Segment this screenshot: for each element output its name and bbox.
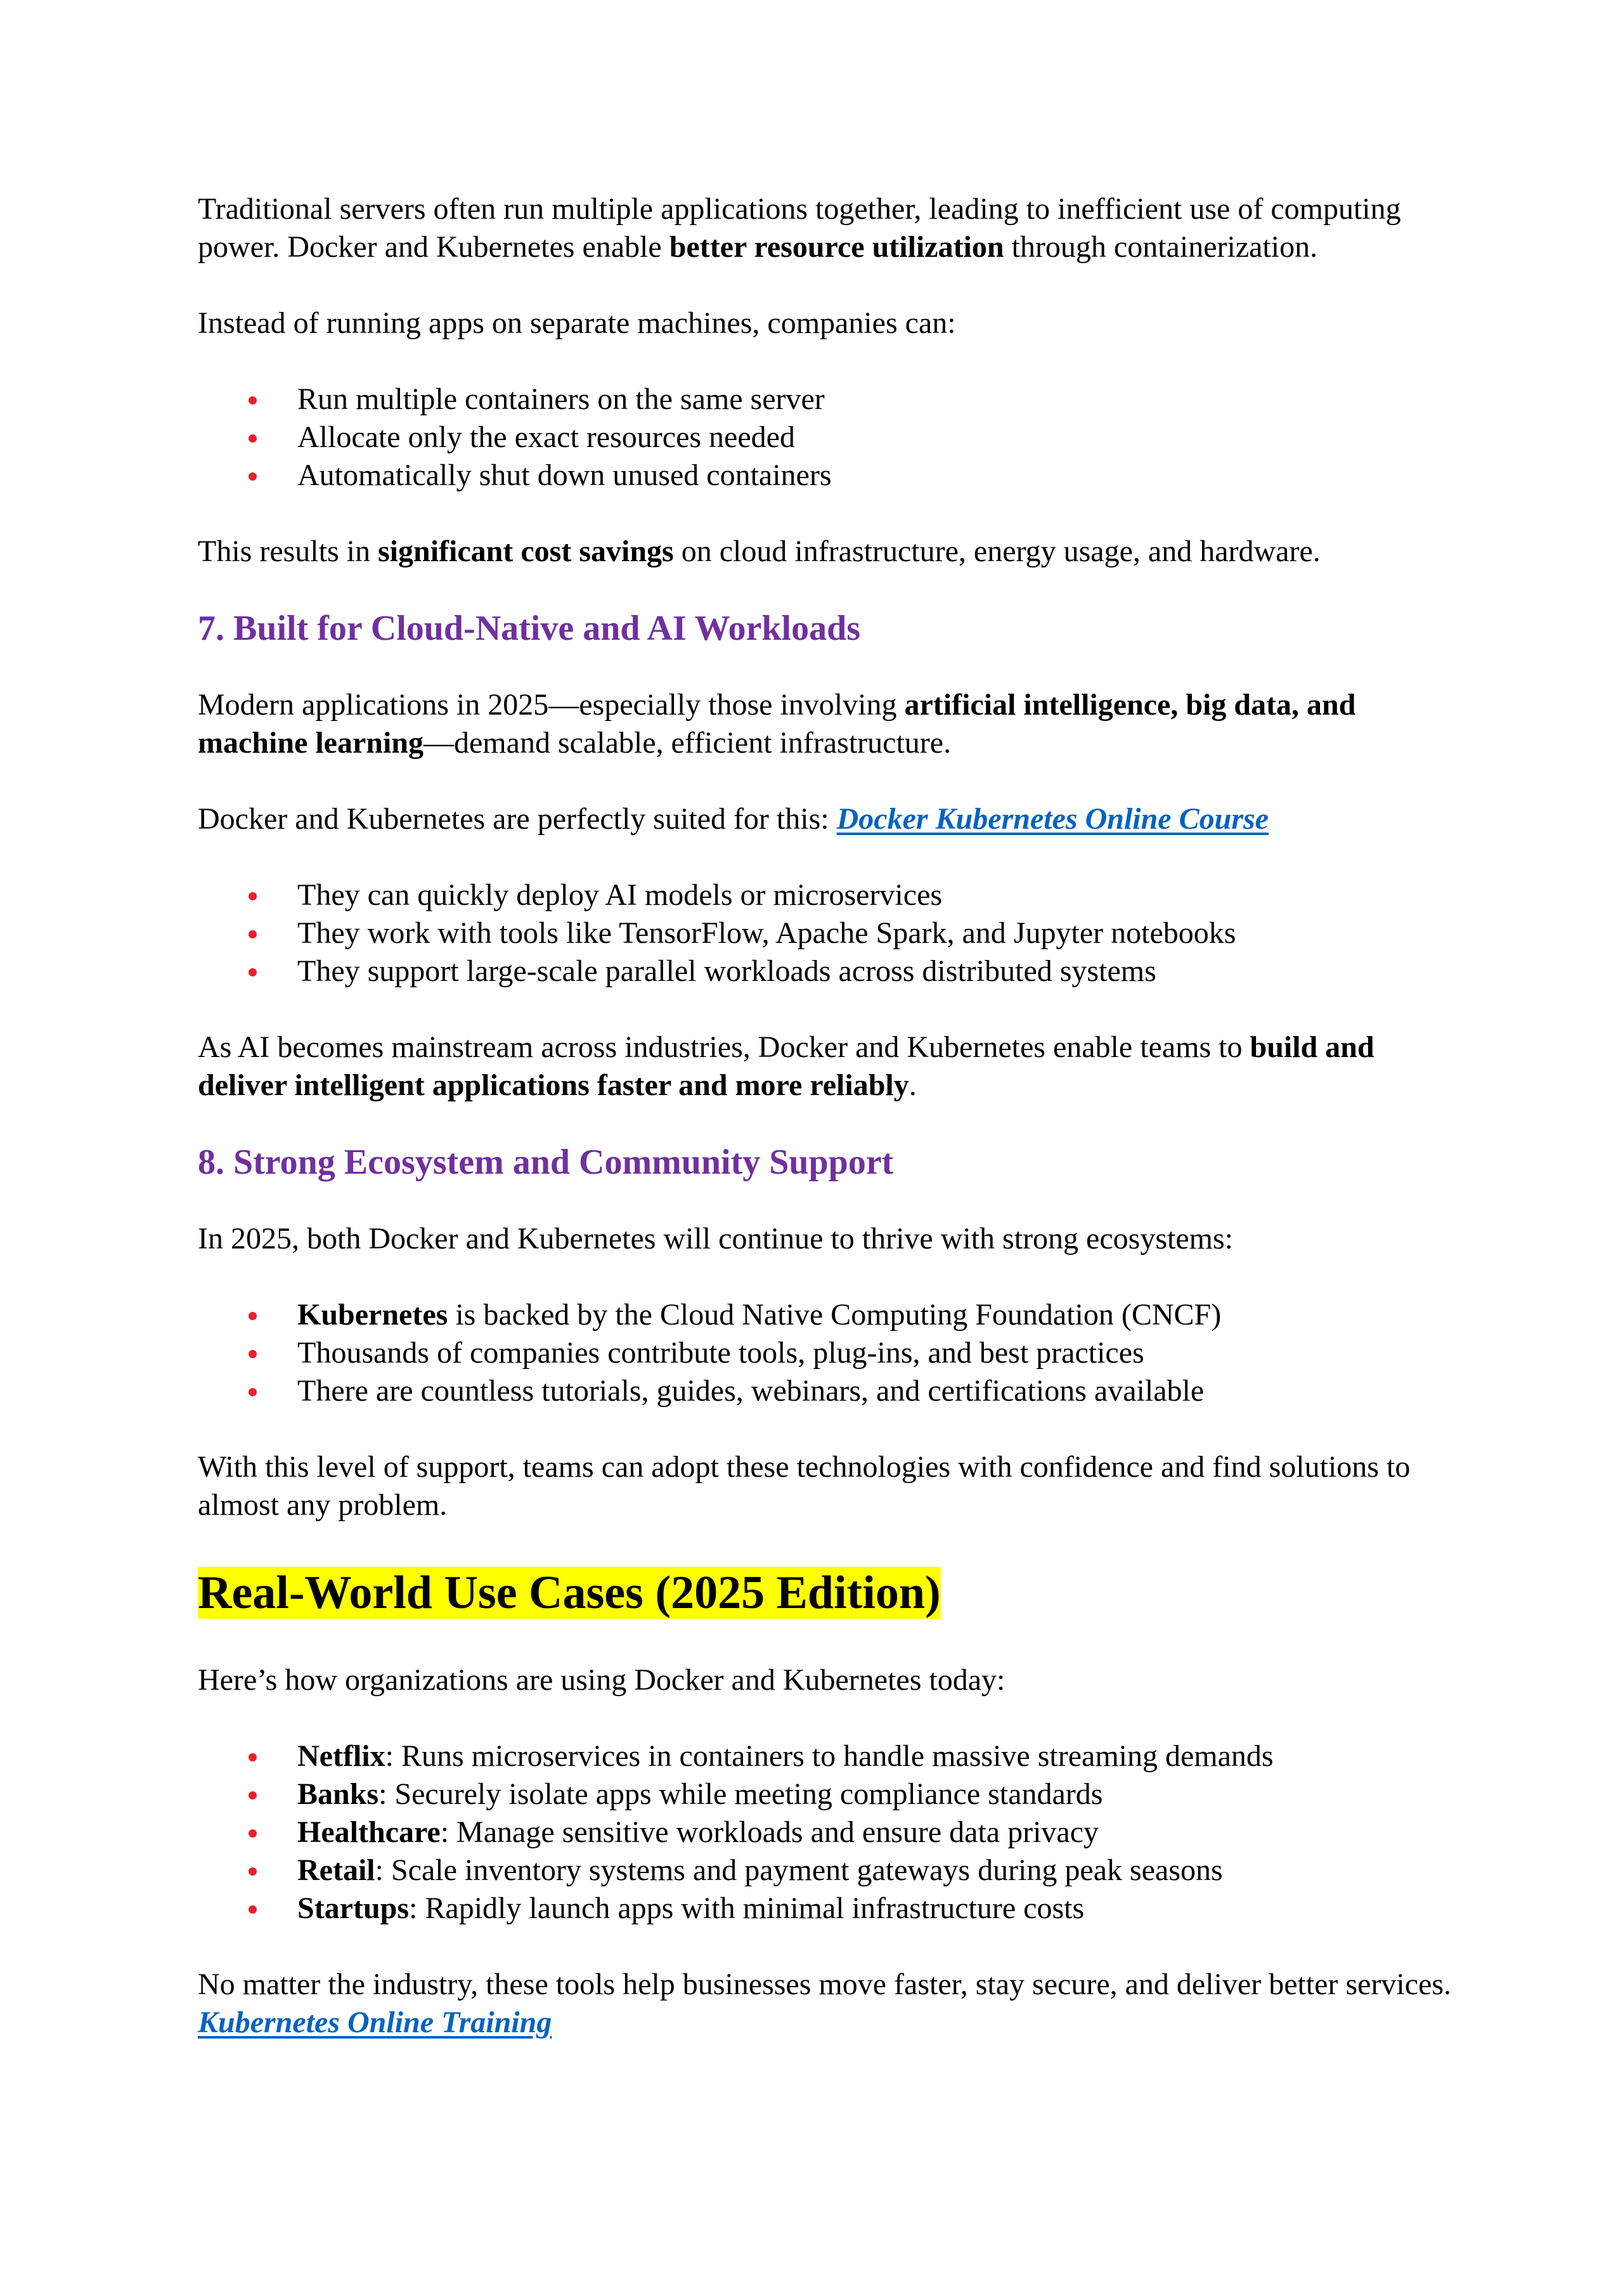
bullet-icon: [249, 1791, 257, 1800]
bullet-icon: [249, 892, 257, 900]
bullet-list-resource: [198, 380, 1459, 495]
document-page: [198, 190, 1459, 2080]
list-item: Allocate only the exact resources needed: [198, 418, 1459, 457]
bullet-icon: [249, 1905, 257, 1914]
section-heading-8: 8. Strong Ecosystem and Community Support: [198, 1143, 894, 1182]
paragraph-modern-applications: Modern applications in 2025—especially those involving artificial intelligence, big data, and machine learning—demand scalable, efficient infrastructure.: [198, 688, 1356, 760]
use-cases-heading: [198, 1562, 1459, 1623]
list-item: They can quickly deploy AI models or microservices: [198, 876, 1459, 914]
bullet-list-ai: [198, 876, 1459, 990]
bullet-list-use-cases: [198, 1737, 1459, 1928]
list-item: Automatically shut down unused containers: [198, 457, 1459, 495]
paragraph-organizations: Here’s how organizations are using Docker and Kubernetes today:: [198, 1663, 1005, 1697]
list-item: Healthcare: Manage sensitive workloads and ensure data privacy: [198, 1813, 1459, 1852]
bullet-list-ecosystem: [198, 1296, 1459, 1410]
paragraph-closing: No matter the industry, these tools help businesses move faster, stay secure, and deliver better services. Kubernetes Online Training: [198, 1968, 1452, 2039]
paragraph-cost-savings: This results in significant cost savings on cloud infrastructure, energy usage, and hardware.: [198, 535, 1321, 568]
bullet-icon: [249, 1829, 257, 1838]
list-item: Retail: Scale inventory systems and payment gateways during peak seasons: [198, 1852, 1459, 1890]
bullet-icon: [249, 434, 257, 443]
bullet-icon: [249, 1867, 257, 1876]
kubernetes-training-link[interactable]: Kubernetes Online Training: [198, 2006, 552, 2039]
list-item: Thousands of companies contribute tools, plug-ins, and best practices: [198, 1334, 1459, 1372]
bullet-icon: [249, 1312, 257, 1320]
bullet-icon: [249, 930, 257, 938]
bullet-icon: [249, 1350, 257, 1358]
list-item: Startups: Rapidly launch apps with minimal infrastructure costs: [198, 1890, 1459, 1928]
paragraph-ecosystems: In 2025, both Docker and Kubernetes will continue to thrive with strong ecosystems:: [198, 1222, 1234, 1255]
bullet-icon: [249, 968, 257, 976]
paragraph-perfectly-suited: Docker and Kubernetes are perfectly suited for this: Docker Kubernetes Online Course: [198, 802, 1269, 836]
paragraph-ai-mainstream: As AI becomes mainstream across industries, Docker and Kubernetes enable teams to build and deliver intelligent applications faster and more reliably.: [198, 1030, 1374, 1102]
list-item: Kubernetes is backed by the Cloud Native Computing Foundation (CNCF): [198, 1296, 1459, 1334]
bullet-icon: [249, 396, 257, 405]
list-item: Run multiple containers on the same server: [198, 380, 1459, 418]
paragraph-companies-can: Instead of running apps on separate machines, companies can:: [198, 306, 956, 340]
bullet-icon: [249, 472, 257, 481]
paragraph-resource-utilization: Traditional servers often run multiple applications together, leading to inefficient use of computing power. Docker and Kubernetes enable better resource utilization through containerization.: [198, 192, 1401, 264]
paragraph-support: With this level of support, teams can adopt these technologies with confidence and find solutions to almost any problem.: [198, 1450, 1411, 1522]
list-item: Banks: Securely isolate apps while meeting compliance standards: [198, 1775, 1459, 1813]
docker-kubernetes-course-link[interactable]: Docker Kubernetes Online Course: [836, 802, 1269, 836]
list-item: They work with tools like TensorFlow, Apache Spark, and Jupyter notebooks: [198, 914, 1459, 952]
heading-highlight: Real-World Use Cases (2025 Edition): [198, 1567, 941, 1619]
list-item: They support large-scale parallel workloads across distributed systems: [198, 952, 1459, 990]
bullet-icon: [249, 1753, 257, 1761]
section-heading-7: 7. Built for Cloud-Native and AI Workloads: [198, 609, 861, 648]
list-item: Netflix: Runs microservices in containers to handle massive streaming demands: [198, 1737, 1459, 1775]
bullet-icon: [249, 1388, 257, 1396]
list-item: There are countless tutorials, guides, webinars, and certifications available: [198, 1372, 1459, 1410]
